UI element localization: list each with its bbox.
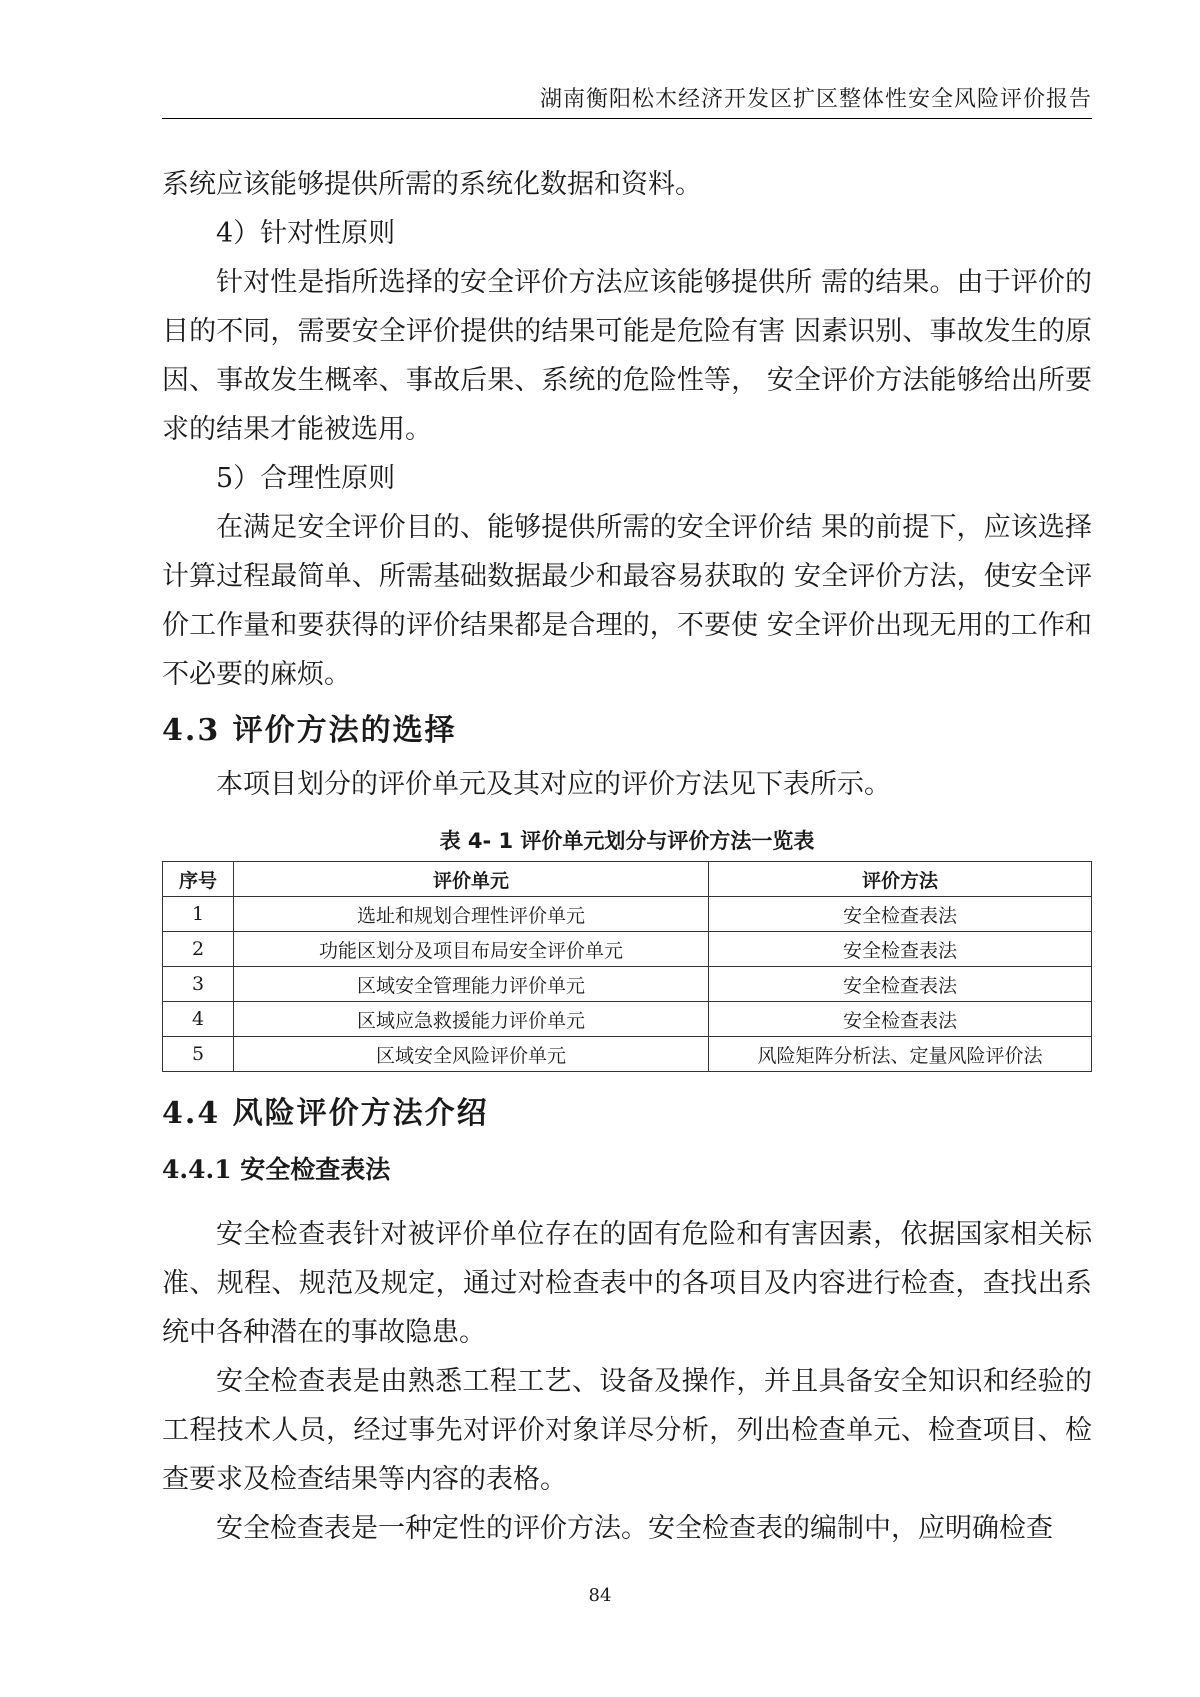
section-4-4-1-heading: 4.4.1 安全检查表法 xyxy=(162,1155,391,1184)
principle-5-paragraph: 在满足安全评价目的、能够提供所需的安全评价结 果的前提下，应该选择计算过程最简单、所需基础数据最少和最容易获取的 安全评价方法，使安全评价工作量和要获得的评价结果都是合理的，不要使 安全评价出现无用的工作和不必要的麻烦。 xyxy=(162,512,1092,690)
principle-4-paragraph: 针对性是指所选择的安全评价方法应该能够提供所 需的结果。由于评价的目的不同，需要安全评价提供的结果可能是危险有害 因素识别、事故发生的原因、事故发生概率、事故后果、系统的危险性等， 安全评价方法能够给出所要求的结果才能被选用。 xyxy=(162,267,1092,445)
row-unit: 区域应急救援能力评价单元 xyxy=(234,1002,709,1037)
section-4-4-heading: 4.4 风险评价方法介绍 xyxy=(162,1096,489,1131)
row-unit: 选址和规划合理性评价单元 xyxy=(234,897,709,932)
table-row xyxy=(163,967,1092,1002)
row-method: 安全检查表法 xyxy=(709,967,1092,1002)
paragraph-continuation: 系统应该能够提供所需的系统化数据和资料。 xyxy=(162,169,702,200)
checklist-paragraph-3: 安全检查表是一种定性的评价方法。安全检查表的编制中，应明确检查 xyxy=(216,1513,1053,1544)
row-unit: 区域安全风险评价单元 xyxy=(234,1037,709,1072)
table-row xyxy=(163,1002,1092,1037)
row-method: 安全检查表法 xyxy=(709,1002,1092,1037)
header-index: 序号 xyxy=(163,862,234,897)
table-caption: 表 4- 1 评价单元划分与评价方法一览表 xyxy=(439,829,815,853)
row-index: 2 xyxy=(163,932,234,967)
row-method: 安全检查表法 xyxy=(709,932,1092,967)
running-header: 湖南衡阳松木经济开发区扩区整体性安全风险评价报告 xyxy=(539,87,1092,112)
principle-4-heading: 4）针对性原则 xyxy=(216,218,396,249)
page-number: 84 xyxy=(588,1585,612,1606)
checklist-paragraph-2: 安全检查表是由熟悉工程工艺、设备及操作，并且具备安全知识和经验的工程技术人员，经过事先对评价对象详尽分析，列出检查单元、检查项目、检查要求及检查结果等内容的表格。 xyxy=(162,1366,1092,1495)
row-method: 风险矩阵分析法、定量风险评价法 xyxy=(709,1037,1092,1072)
table-intro-paragraph: 本项目划分的评价单元及其对应的评价方法见下表所示。 xyxy=(216,769,891,800)
row-index: 1 xyxy=(163,897,234,932)
checklist-paragraph-1: 安全检查表针对被评价单位存在的固有危险和有害因素，依据国家相关标准、规程、规范及规定，通过对检查表中的各项目及内容进行检查，查找出系统中各种潜在的事故隐患。 xyxy=(162,1219,1092,1348)
row-method: 安全检查表法 xyxy=(709,897,1092,932)
row-unit: 区域安全管理能力评价单元 xyxy=(234,967,709,1002)
evaluation-unit-table xyxy=(162,861,1092,1072)
row-unit: 功能区划分及项目布局安全评价单元 xyxy=(234,932,709,967)
table-row xyxy=(163,1037,1092,1072)
table-row xyxy=(163,897,1092,932)
table-row xyxy=(163,932,1092,967)
header-rule xyxy=(162,118,1092,119)
table-header-row xyxy=(163,862,1092,897)
row-index: 5 xyxy=(163,1037,234,1072)
principle-5-heading: 5）合理性原则 xyxy=(216,463,396,494)
row-index: 3 xyxy=(163,967,234,1002)
header-method: 评价方法 xyxy=(709,862,1092,897)
row-index: 4 xyxy=(163,1002,234,1037)
header-unit: 评价单元 xyxy=(234,862,709,897)
section-4-3-heading: 4.3 评价方法的选择 xyxy=(162,713,457,748)
